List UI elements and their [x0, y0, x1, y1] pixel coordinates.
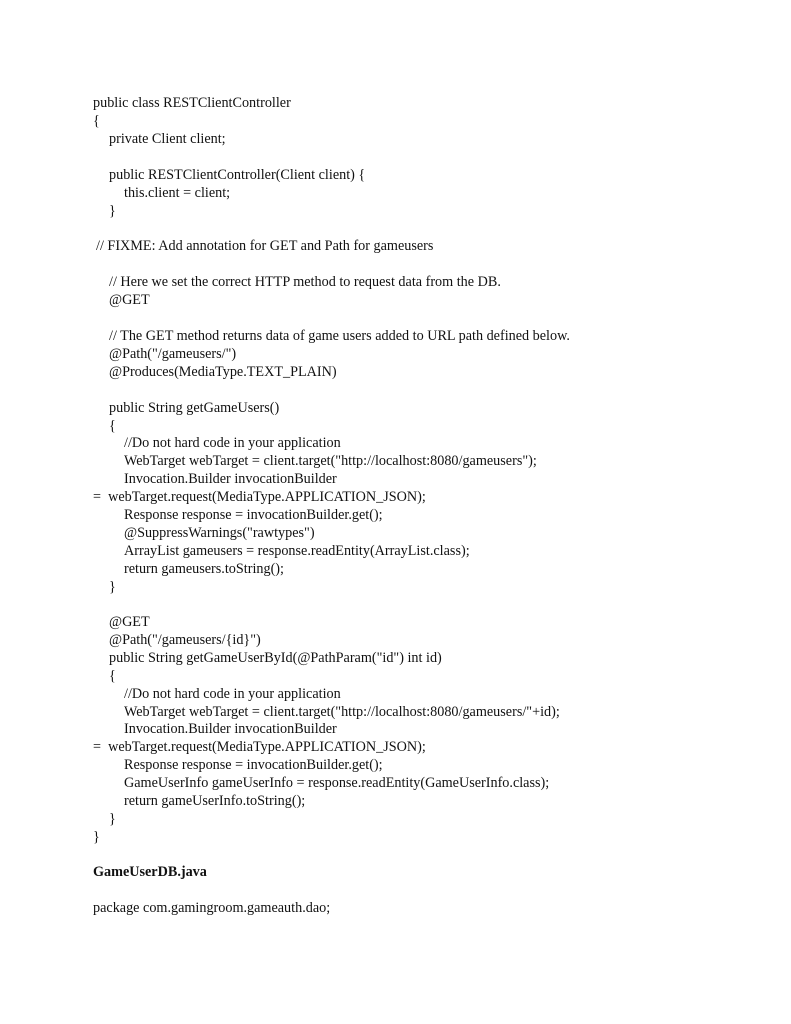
code-line: @GET: [109, 292, 150, 308]
code-comment: // FIXME: Add annotation for GET and Path for gameusers: [96, 238, 434, 254]
code-line: }: [93, 829, 100, 845]
code-line: }: [109, 579, 116, 595]
code-line: Invocation.Builder invocationBuilder: [124, 471, 337, 487]
code-line: public String getGameUsers(): [109, 400, 280, 416]
code-line: this.client = client;: [124, 185, 231, 201]
code-line: {: [109, 668, 116, 684]
code-line: public String getGameUserById(@PathParam("id") int id): [109, 650, 442, 666]
code-line: = webTarget.request(MediaType.APPLICATION_JSON);: [93, 739, 426, 755]
code-line: WebTarget webTarget = client.target("http://localhost:8080/gameusers/"+id);: [124, 704, 560, 720]
package-line: package com.gamingroom.gameauth.dao;: [93, 900, 331, 916]
code-line: GameUserInfo gameUserInfo = response.readEntity(GameUserInfo.class);: [124, 775, 550, 791]
code-line: @Path("/gameusers/"): [109, 346, 237, 362]
code-line: Invocation.Builder invocationBuilder: [124, 721, 337, 737]
code-line: {: [93, 113, 100, 129]
code-line: @Produces(MediaType.TEXT_PLAIN): [109, 364, 337, 380]
code-line: public RESTClientController(Client client) {: [109, 167, 366, 183]
code-comment: // The GET method returns data of game users added to URL path defined below.: [109, 328, 570, 344]
code-line: @SuppressWarnings("rawtypes"): [124, 525, 315, 541]
code-comment: //Do not hard code in your application: [124, 686, 341, 702]
code-line: Response response = invocationBuilder.get();: [124, 757, 383, 773]
code-line: @GET: [109, 614, 150, 630]
code-line: = webTarget.request(MediaType.APPLICATION_JSON);: [93, 489, 426, 505]
code-line: }: [109, 811, 116, 827]
code-line: ArrayList gameusers = response.readEntity(ArrayList.class);: [124, 543, 470, 559]
code-line: {: [109, 418, 116, 434]
code-comment: // Here we set the correct HTTP method to request data from the DB.: [109, 274, 501, 290]
code-line: @Path("/gameusers/{id}"): [109, 632, 261, 648]
code-line: return gameUserInfo.toString();: [124, 793, 306, 809]
code-line: public class RESTClientController: [93, 95, 291, 111]
code-line: Response response = invocationBuilder.get();: [124, 507, 383, 523]
code-line: return gameusers.toString();: [124, 561, 284, 577]
code-line: WebTarget webTarget = client.target("http://localhost:8080/gameusers");: [124, 453, 537, 469]
code-line: private Client client;: [109, 131, 226, 147]
section-heading: GameUserDB.java: [93, 864, 207, 880]
code-line: }: [109, 203, 116, 219]
code-comment: //Do not hard code in your application: [124, 435, 341, 451]
